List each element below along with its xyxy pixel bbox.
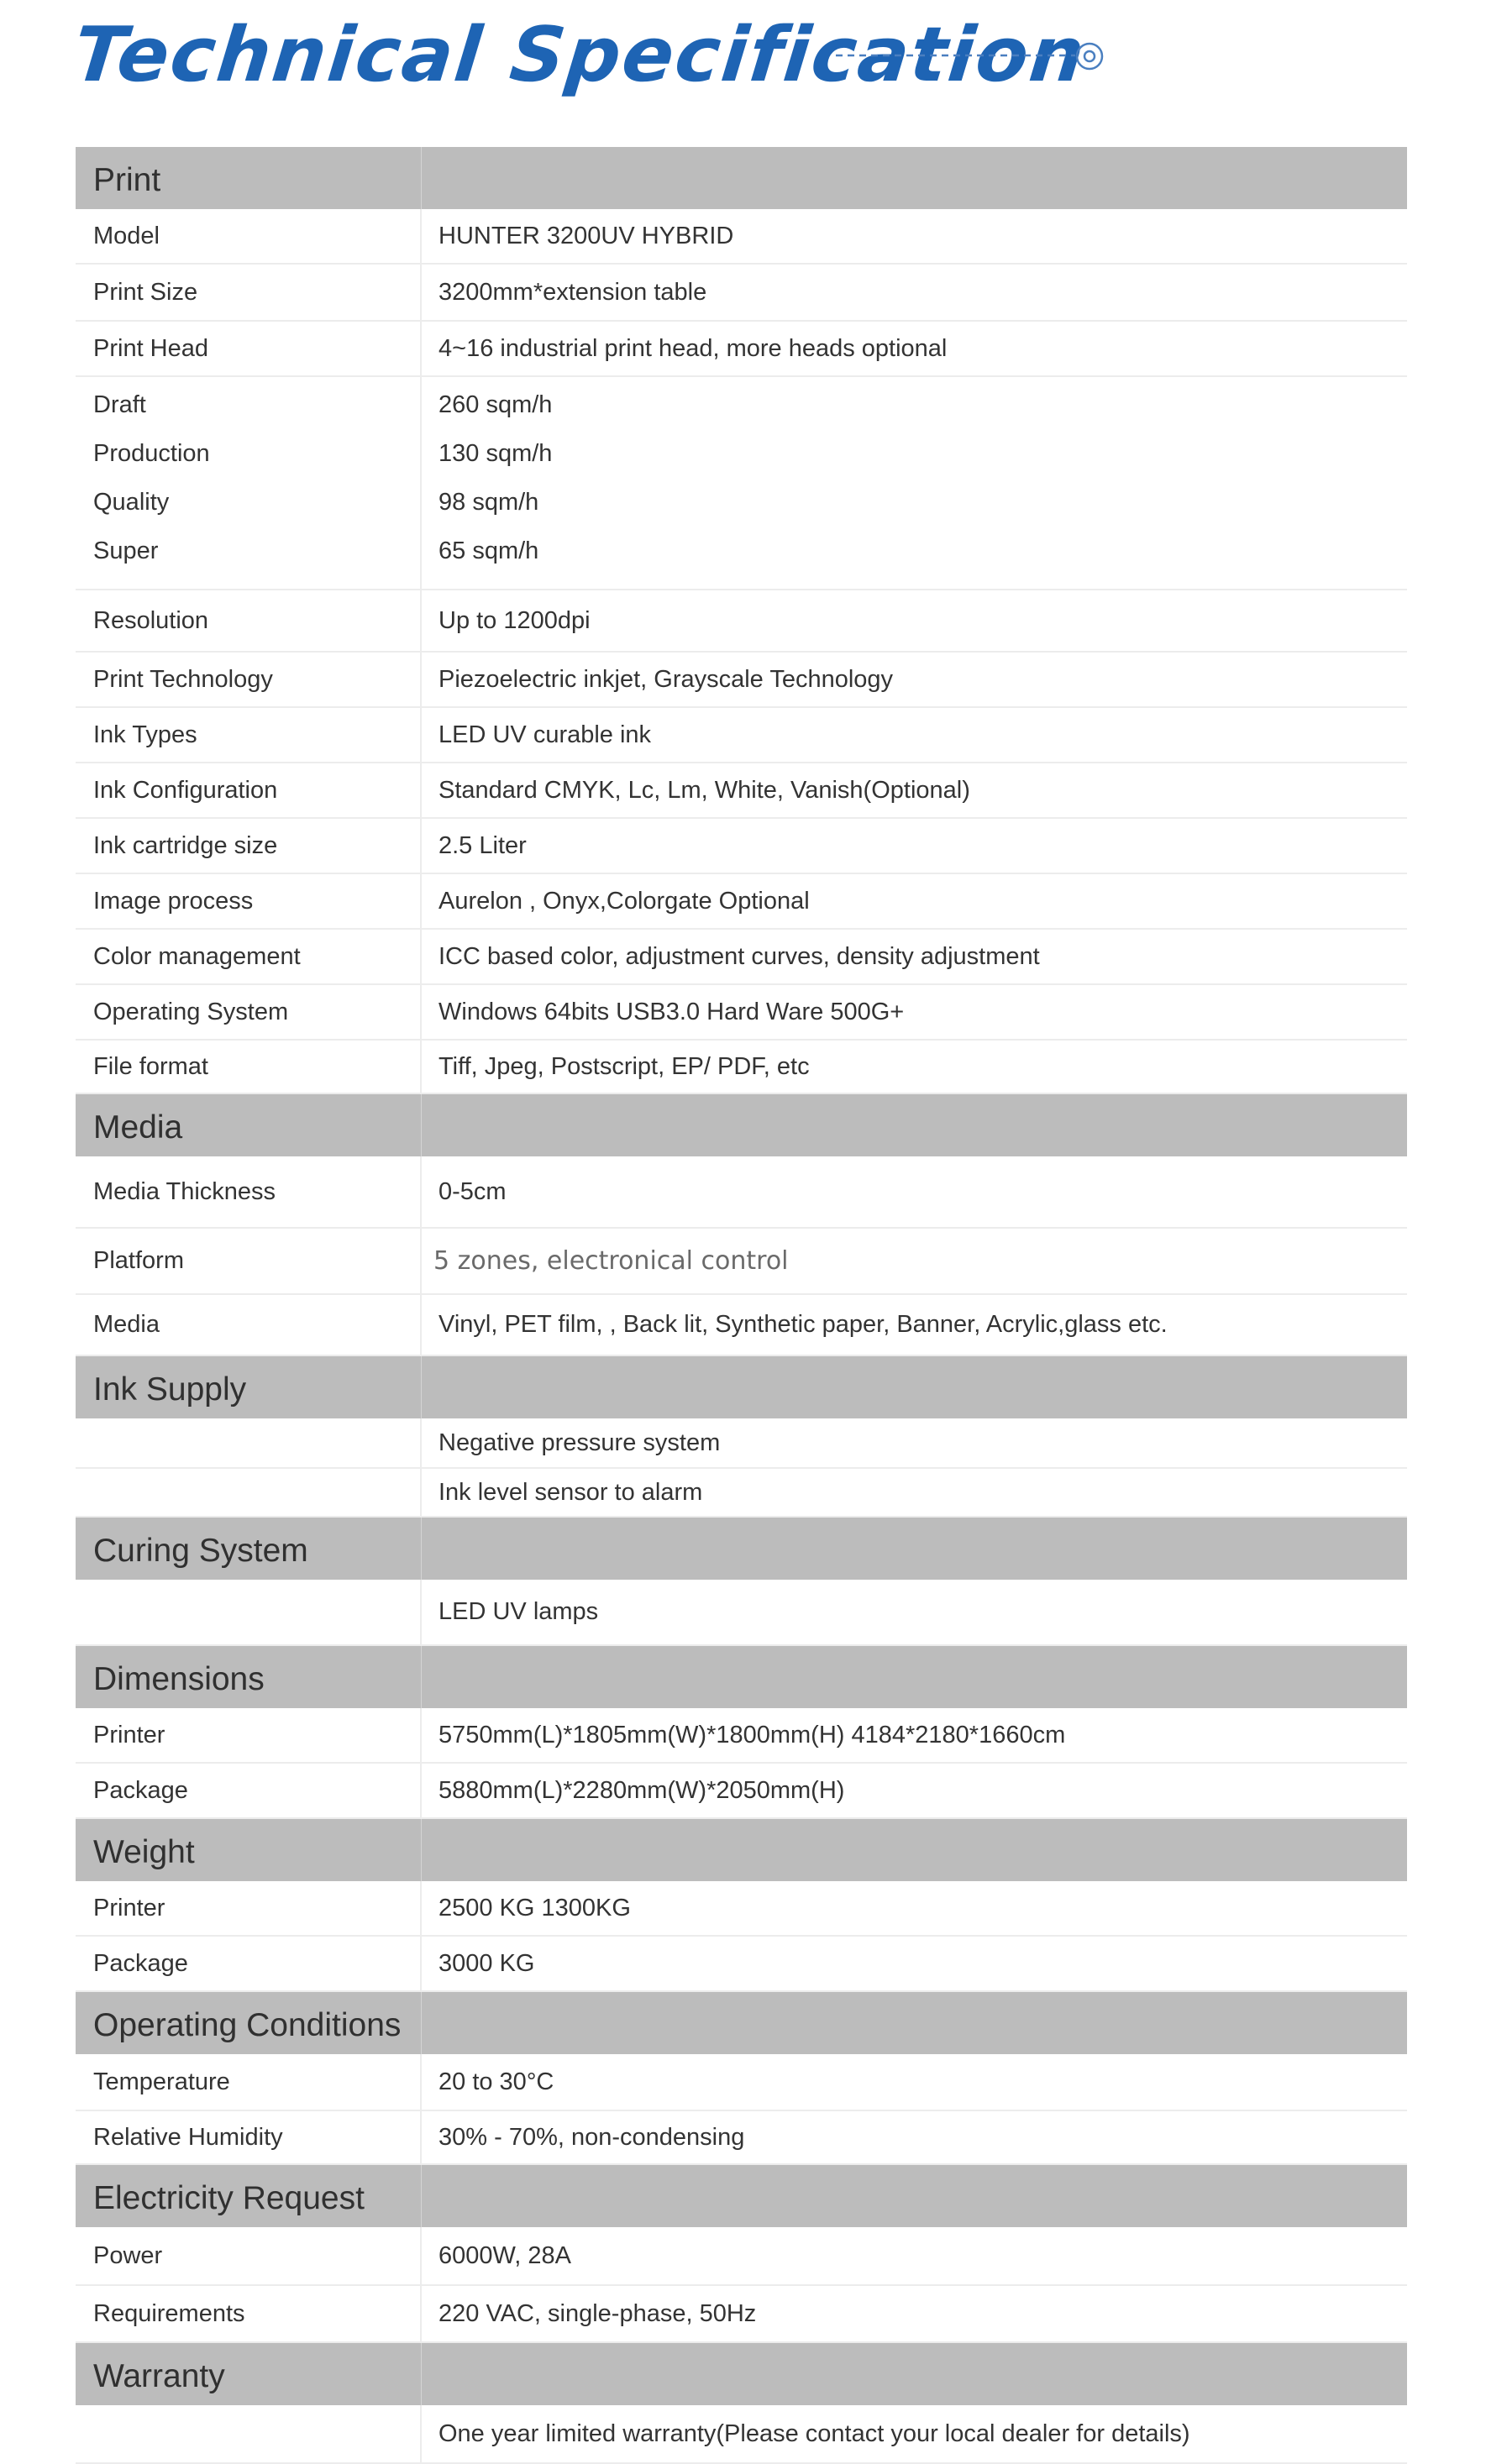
spec-value: Up to 1200dpi xyxy=(438,606,591,634)
spec-label: Print Head xyxy=(93,334,209,362)
section-title: Dimensions xyxy=(76,1646,422,1708)
spec-row-relative-humidity xyxy=(76,2111,1407,2165)
spec-row-ink-supply-2 xyxy=(76,1469,1407,1518)
section-title: Ink Supply xyxy=(76,1356,422,1418)
section-title: Media xyxy=(76,1094,422,1156)
section-header-print xyxy=(76,147,1407,209)
spec-label: Print Technology xyxy=(93,665,273,693)
spec-label: Requirements xyxy=(93,2299,245,2327)
speed-mode-label: Super xyxy=(93,537,159,564)
spec-row-resolution xyxy=(76,590,1407,653)
spec-label: Ink Types xyxy=(93,721,197,748)
spec-label: Relative Humidity xyxy=(93,2123,283,2151)
spec-value: 20 to 30°C xyxy=(438,2068,554,2095)
spec-label: Printer xyxy=(93,1721,165,1748)
section-header-ink-supply xyxy=(76,1356,1407,1418)
spec-row-image-process xyxy=(76,874,1407,930)
spec-row-operating-system xyxy=(76,985,1407,1041)
speed-mode-label: Quality xyxy=(93,488,170,516)
spec-row-ink-supply-1 xyxy=(76,1418,1407,1469)
spec-label: Media Thickness xyxy=(93,1177,276,1205)
spec-row-dimensions-printer xyxy=(76,1708,1407,1764)
section-title: Operating Conditions xyxy=(76,1992,422,2054)
spec-row-temperature xyxy=(76,2054,1407,2111)
spec-value: LED UV curable ink xyxy=(438,721,652,748)
spec-row-media xyxy=(76,1295,1407,1356)
spec-row-print-head xyxy=(76,322,1407,377)
spec-label: Temperature xyxy=(93,2068,230,2095)
spec-label: Ink Configuration xyxy=(93,776,278,804)
spec-label: Media xyxy=(93,1311,160,1338)
spec-value: Piezoelectric inkjet, Grayscale Technology xyxy=(438,665,894,693)
spec-row-ink-cartridge-size xyxy=(76,819,1407,874)
spec-row-print-speed xyxy=(76,377,1407,590)
spec-value: Standard CMYK, Lc, Lm, White, Vanish(Optional) xyxy=(438,776,970,804)
spec-label: Print Size xyxy=(93,278,198,306)
spec-value: Ink level sensor to alarm xyxy=(438,1478,703,1506)
spec-value: 4~16 industrial print head, more heads optional xyxy=(438,334,948,362)
spec-value: Tiff, Jpeg, Postscript, EP/ PDF, etc xyxy=(438,1052,810,1080)
speed-mode-value: 260 sqm/h xyxy=(438,391,553,418)
spec-row-ink-types xyxy=(76,708,1407,763)
page-title: Technical Specification xyxy=(69,11,1090,99)
spec-value: 5880mm(L)*2280mm(W)*2050mm(H) xyxy=(438,1776,845,1804)
speed-mode-value: 130 sqm/h xyxy=(438,439,553,467)
speed-mode-value: 65 sqm/h xyxy=(438,537,539,564)
spec-value: ICC based color, adjustment curves, density adjustment xyxy=(438,942,1040,970)
spec-value: 220 VAC, single-phase, 50Hz xyxy=(438,2299,757,2327)
spec-value: 2.5 Liter xyxy=(438,831,527,859)
section-header-dimensions xyxy=(76,1646,1407,1708)
spec-label: Operating System xyxy=(93,998,289,1025)
spec-label: Model xyxy=(93,222,160,249)
spec-row-power xyxy=(76,2227,1407,2286)
spec-value: LED UV lamps xyxy=(438,1598,599,1625)
dashed-line-target-icon xyxy=(836,39,1105,76)
spec-value: Windows 64bits USB3.0 Hard Ware 500G+ xyxy=(438,998,905,1025)
section-header-warranty xyxy=(76,2343,1407,2405)
section-header-electricity-request xyxy=(76,2165,1407,2227)
spec-value: HUNTER 3200UV HYBRID xyxy=(438,222,734,249)
spec-value: One year limited warranty(Please contact your local dealer for details) xyxy=(438,2419,1190,2447)
section-title: Curing System xyxy=(76,1518,422,1580)
section-header-media xyxy=(76,1094,1407,1156)
section-title: Weight xyxy=(76,1819,422,1881)
spec-label: Ink cartridge size xyxy=(93,831,278,859)
spec-value: Aurelon , Onyx,Colorgate Optional xyxy=(438,887,810,915)
spec-label: Color management xyxy=(93,942,301,970)
section-title: Warranty xyxy=(76,2343,422,2405)
spec-row-media-thickness xyxy=(76,1156,1407,1229)
page-header xyxy=(0,0,1486,143)
spec-table xyxy=(76,147,1407,2464)
speed-mode-label: Draft xyxy=(93,391,146,418)
spec-row-curing xyxy=(76,1580,1407,1646)
spec-value: 5 zones, electronical control xyxy=(433,1246,789,1276)
spec-row-print-technology xyxy=(76,653,1407,708)
section-header-weight xyxy=(76,1819,1407,1881)
spec-value: Negative pressure system xyxy=(438,1429,721,1456)
spec-row-requirements xyxy=(76,2286,1407,2343)
spec-row-weight-printer xyxy=(76,1881,1407,1937)
spec-row-warranty xyxy=(76,2405,1407,2464)
speed-mode-label: Production xyxy=(93,439,210,467)
spec-row-print-size xyxy=(76,265,1407,322)
spec-label: Package xyxy=(93,1776,188,1804)
spec-row-file-format xyxy=(76,1041,1407,1094)
spec-label: Image process xyxy=(93,887,254,915)
spec-label: File format xyxy=(93,1052,208,1080)
spec-row-color-management xyxy=(76,930,1407,985)
spec-row-ink-configuration xyxy=(76,763,1407,819)
spec-value: 2500 KG 1300KG xyxy=(438,1894,631,1921)
section-title: Electricity Request xyxy=(76,2165,422,2227)
spec-row-model xyxy=(76,209,1407,265)
spec-row-dimensions-package xyxy=(76,1764,1407,1819)
spec-value: 0-5cm xyxy=(438,1177,507,1205)
section-title: Print xyxy=(76,147,422,209)
spec-value: 6000W, 28A xyxy=(438,2241,571,2269)
section-header-operating-conditions xyxy=(76,1992,1407,2054)
spec-label: Power xyxy=(93,2241,163,2269)
spec-label: Printer xyxy=(93,1894,165,1921)
spec-value: 3000 KG xyxy=(438,1949,535,1977)
spec-value: Vinyl, PET film, , Back lit, Synthetic paper, Banner, Acrylic,glass etc. xyxy=(438,1311,1168,1338)
spec-label: Resolution xyxy=(93,606,209,634)
spec-value: 30% - 70%, non-condensing xyxy=(438,2123,745,2151)
spec-row-platform xyxy=(76,1229,1407,1295)
spec-label: Package xyxy=(93,1949,188,1977)
spec-row-weight-package xyxy=(76,1937,1407,1992)
spec-value: 5750mm(L)*1805mm(W)*1800mm(H) 4184*2180*1660cm xyxy=(438,1721,1066,1748)
section-header-curing-system xyxy=(76,1518,1407,1580)
spec-value: 3200mm*extension table xyxy=(438,278,707,306)
spec-label: Platform xyxy=(93,1247,184,1274)
speed-mode-value: 98 sqm/h xyxy=(438,488,539,516)
